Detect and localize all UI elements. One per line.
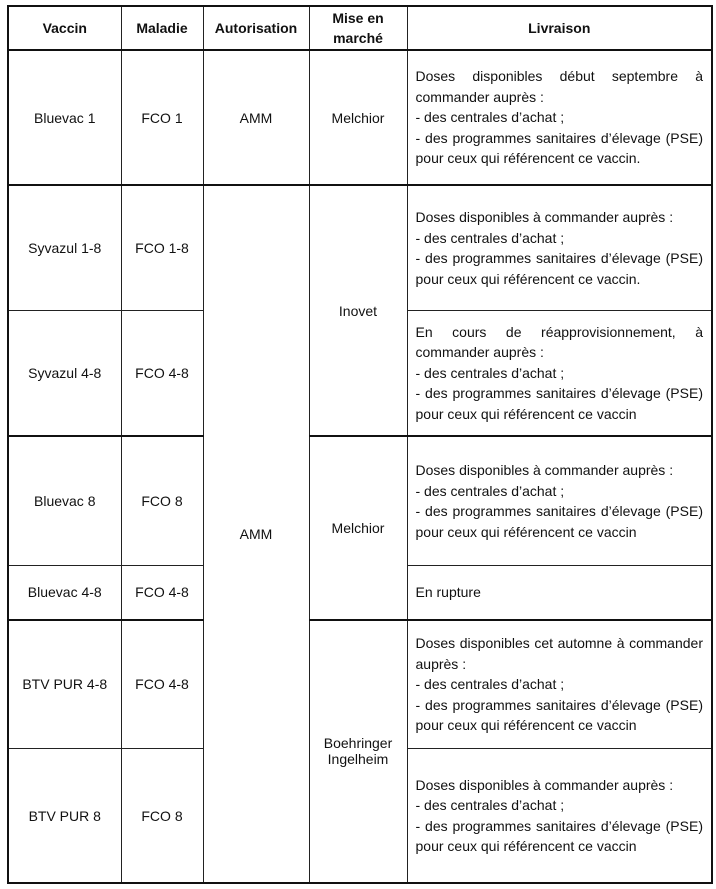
vaccine-table [7, 5, 713, 884]
livraison-line: - des programmes sanitaires d’élevage (PSE) pour ceux qui référencent ce vaccin [415, 817, 703, 855]
cell-maladie: FCO 4-8 [121, 310, 203, 436]
cell-maladie: FCO 8 [121, 436, 203, 565]
livraison-line: - des programmes sanitaires d’élevage (PSE) pour ceux qui référencent ce vaccin. [415, 129, 703, 167]
livraison-line: - des centrales d’achat ; [415, 482, 565, 499]
cell-livraison [407, 749, 712, 883]
livraison-line: - des programmes sanitaires d’élevage (PSE) pour ceux qui référencent ce vaccin. [415, 250, 703, 287]
livraison-line: - des programmes sanitaires d’élevage (PSE) pour ceux qui référencent ce vaccin [415, 385, 703, 422]
livraison-line: En rupture [415, 584, 481, 601]
mise-boehringer-line2: Ingelheim [327, 751, 389, 768]
cell-maladie: FCO 1-8 [121, 185, 203, 310]
livraison-line: Doses disponibles à commander auprès : [415, 776, 674, 793]
livraison-line: - des centrales d’achat ; [415, 109, 565, 126]
cell-vaccin: Bluevac 4-8 [8, 566, 121, 620]
header-mise-line2: marché [333, 30, 383, 47]
livraison-line: Doses disponibles à commander auprès : [415, 462, 674, 479]
cell-vaccin: Bluevac 8 [8, 436, 121, 565]
cell-livraison [407, 566, 712, 620]
header-autorisation: Autorisation [203, 6, 309, 50]
livraison-line: - des centrales d’achat ; [415, 229, 565, 246]
cell-vaccin: Bluevac 1 [8, 50, 121, 185]
header-mise-en-marche [309, 6, 407, 50]
cell-vaccin: Syvazul 4-8 [8, 310, 121, 436]
livraison-line: - des centrales d’achat ; [415, 797, 565, 814]
header-vaccin: Vaccin [8, 6, 121, 50]
livraison-line: Doses disponibles cet automne à commander auprès : [415, 635, 703, 672]
header-mise-line1: Mise en [332, 10, 384, 27]
cell-maladie: FCO 1 [121, 50, 203, 185]
table-row [8, 436, 712, 565]
table-row [8, 185, 712, 310]
cell-vaccin: BTV PUR 4-8 [8, 620, 121, 749]
cell-livraison [407, 436, 712, 565]
cell-mise-melchior: Melchior [309, 436, 407, 619]
cell-mise-boehringer [309, 620, 407, 883]
cell-mise-en-marche: Melchior [309, 50, 407, 185]
livraison-line: - des centrales d’achat ; [415, 364, 565, 381]
header-row [8, 6, 712, 50]
cell-vaccin: Syvazul 1-8 [8, 185, 121, 310]
cell-livraison [407, 310, 712, 436]
livraison-line: - des programmes sanitaires d’élevage (PSE) pour ceux qui référencent ce vaccin [415, 503, 703, 540]
table-row [8, 620, 712, 749]
table-row [8, 50, 712, 185]
cell-mise-inovet: Inovet [309, 185, 407, 436]
cell-vaccin: BTV PUR 8 [8, 749, 121, 883]
cell-maladie: FCO 8 [121, 749, 203, 883]
livraison-line: Doses disponibles à commander auprès : [415, 209, 674, 225]
cell-maladie: FCO 4-8 [121, 566, 203, 620]
cell-livraison [407, 185, 712, 310]
cell-livraison [407, 620, 712, 749]
cell-livraison [407, 50, 712, 185]
mise-boehringer-line1: Boehringer [323, 735, 393, 752]
cell-maladie: FCO 4-8 [121, 620, 203, 749]
cell-autorisation: AMM [203, 50, 309, 185]
header-livraison: Livraison [407, 6, 712, 50]
livraison-line: Doses disponibles début septembre à commander auprès : [415, 68, 703, 105]
livraison-line: - des programmes sanitaires d’élevage (PSE) pour ceux qui référencent ce vaccin [415, 696, 703, 734]
header-maladie: Maladie [121, 6, 203, 50]
cell-autorisation-merged: AMM [203, 185, 309, 883]
livraison-line: En cours de réapprovisionnement, à commander auprès : [415, 323, 703, 361]
livraison-line: - des centrales d’achat ; [415, 676, 565, 693]
